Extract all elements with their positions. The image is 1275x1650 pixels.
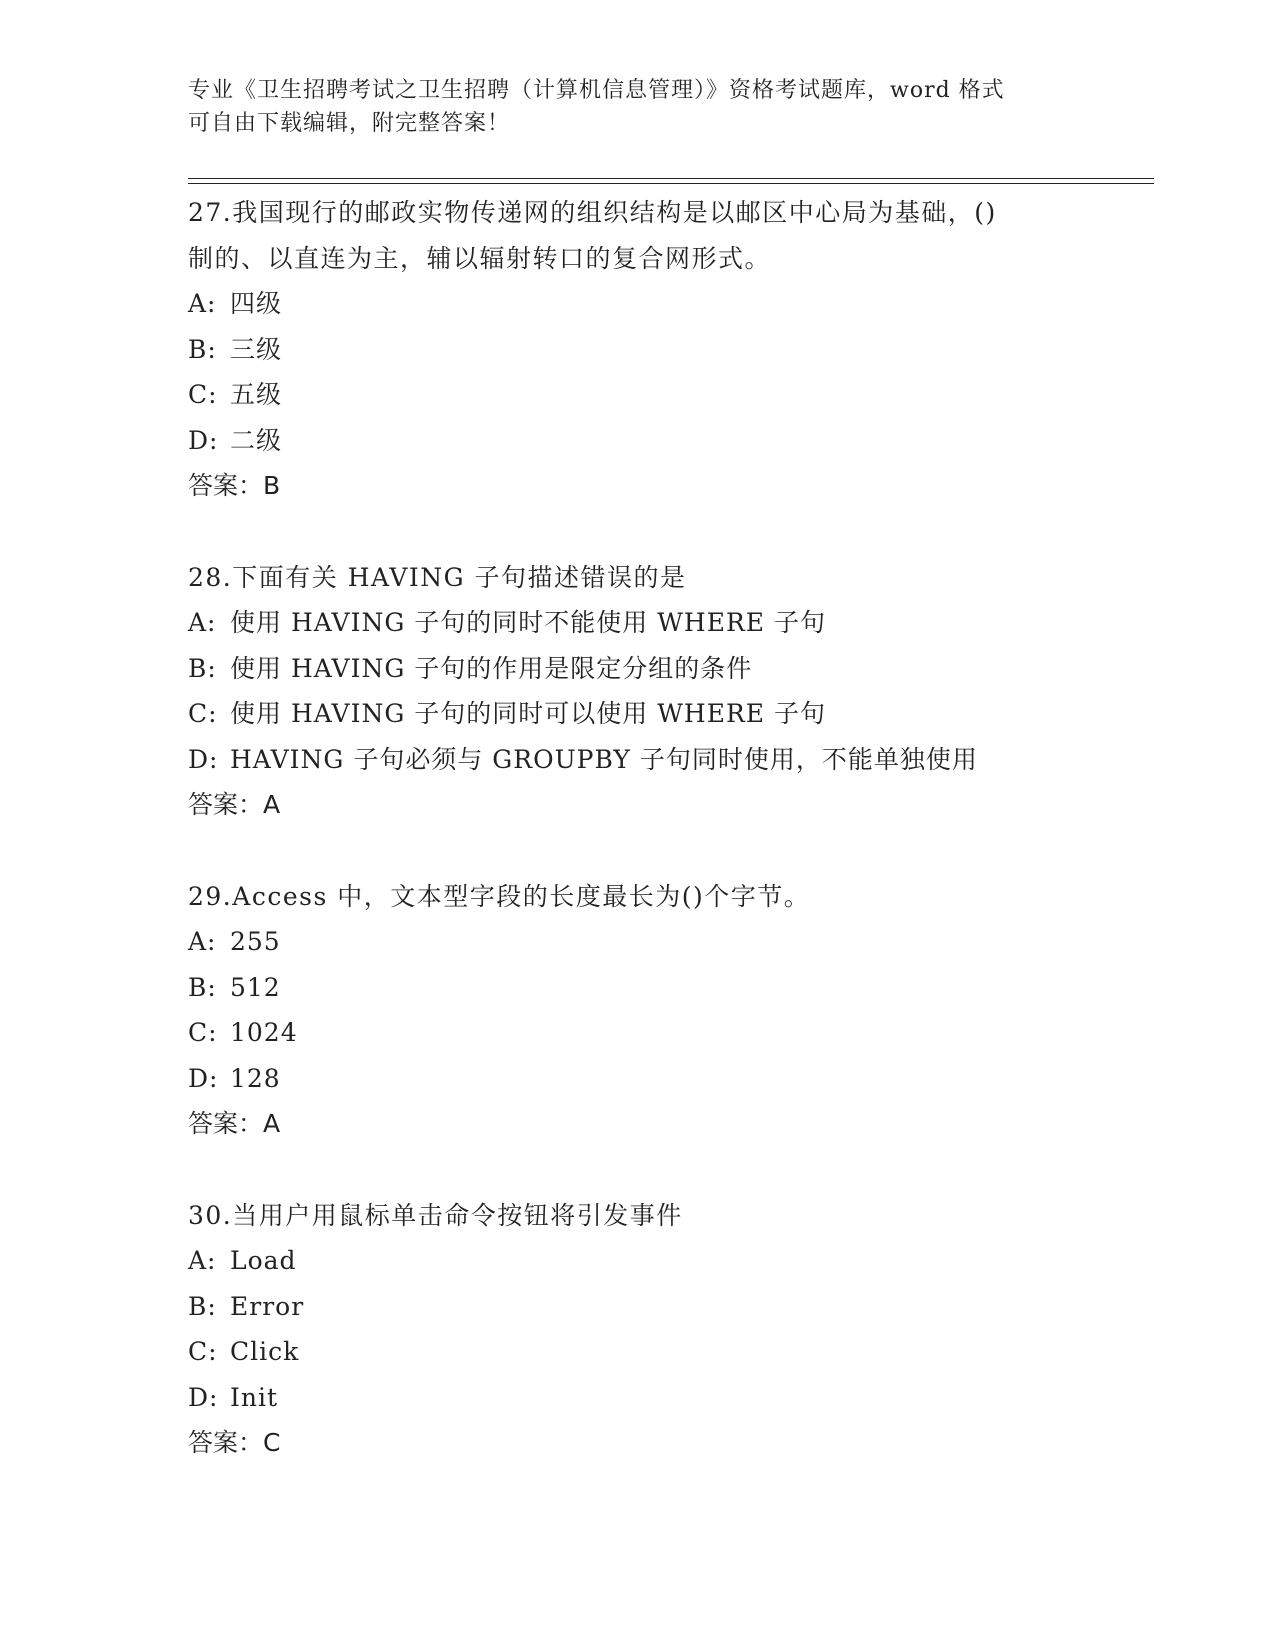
option-c <box>188 1010 1148 1056</box>
option-d <box>188 1375 1148 1421</box>
question-text-line: 29.Access 中，文本型字段的长度最长为()个字节。 <box>188 881 811 911</box>
option-b <box>188 1284 1148 1330</box>
question-text-line: 30.当用户用鼠标单击命令按钮将引发事件 <box>188 1200 683 1230</box>
option-text: 255 <box>230 927 281 956</box>
answer: 答案：B <box>188 471 281 500</box>
answer: 答案：A <box>188 790 281 819</box>
option-text: 1024 <box>230 1018 298 1047</box>
question-list <box>188 190 1148 1512</box>
header-divider-top <box>188 178 1154 179</box>
option-text: Error <box>230 1291 305 1321</box>
option-c <box>188 1329 1148 1375</box>
option-text: 使用 HAVING 子句的同时不能使用 WHERE 子句 <box>230 608 826 637</box>
option-text: Init <box>230 1382 279 1412</box>
question-text-line: 28.下面有关 HAVING 子句描述错误的是 <box>188 562 687 592</box>
header-line-2: 可自由下载编辑，附完整答案！ <box>188 111 511 136</box>
option-letter: A: <box>188 927 217 956</box>
option-letter: D: <box>188 425 219 455</box>
option-c <box>188 691 1148 737</box>
option-letter: B: <box>188 972 217 1002</box>
question-29 <box>188 874 1148 1147</box>
option-letter: A: <box>188 1246 217 1275</box>
document-header <box>188 74 1088 140</box>
option-text: 使用 HAVING 子句的作用是限定分组的条件 <box>230 653 753 683</box>
option-text: 五级 <box>230 380 283 409</box>
option-text: 使用 HAVING 子句的同时可以使用 WHERE 子句 <box>230 699 826 728</box>
option-letter: D: <box>188 1382 219 1412</box>
option-text: 二级 <box>230 425 283 455</box>
option-letter: C: <box>188 1018 218 1047</box>
header-divider-bottom <box>188 183 1154 184</box>
option-b <box>188 327 1148 373</box>
question-30 <box>188 1193 1148 1466</box>
question-text-line: 27.我国现行的邮政实物传递网的组织结构是以邮区中心局为基础，() <box>188 198 997 227</box>
option-letter: C: <box>188 380 218 409</box>
option-b <box>188 646 1148 692</box>
option-c <box>188 372 1148 418</box>
option-a <box>188 919 1148 965</box>
answer: 答案：C <box>188 1428 281 1457</box>
option-letter: C: <box>188 1337 218 1366</box>
option-text: 四级 <box>230 289 283 318</box>
question-text-line: 制的、以直连为主，辅以辐射转口的复合网形式。 <box>188 243 772 273</box>
option-text: 512 <box>230 972 281 1002</box>
option-letter: D: <box>188 744 219 774</box>
header-line-1: 专业《卫生招聘考试之卫生招聘（计算机信息管理）》资格考试题库，word 格式 <box>188 78 1005 103</box>
option-letter: D: <box>188 1063 219 1093</box>
answer: 答案：A <box>188 1109 281 1138</box>
option-letter: C: <box>188 699 218 728</box>
option-d <box>188 737 1148 783</box>
option-a <box>188 1238 1148 1284</box>
option-letter: B: <box>188 334 217 364</box>
option-a <box>188 600 1148 646</box>
option-letter: B: <box>188 1291 217 1321</box>
question-27 <box>188 190 1148 509</box>
option-text: 三级 <box>230 334 283 364</box>
option-d <box>188 418 1148 464</box>
option-text: 128 <box>230 1063 281 1093</box>
option-letter: A: <box>188 608 217 637</box>
option-d <box>188 1056 1148 1102</box>
option-letter: A: <box>188 289 217 318</box>
option-text: Load <box>230 1246 297 1275</box>
option-letter: B: <box>188 653 217 683</box>
question-28 <box>188 555 1148 828</box>
option-b <box>188 965 1148 1011</box>
option-text: HAVING 子句必须与 GROUPBY 子句同时使用，不能单独使用 <box>230 744 978 774</box>
option-a <box>188 281 1148 327</box>
option-text: Click <box>230 1337 300 1366</box>
